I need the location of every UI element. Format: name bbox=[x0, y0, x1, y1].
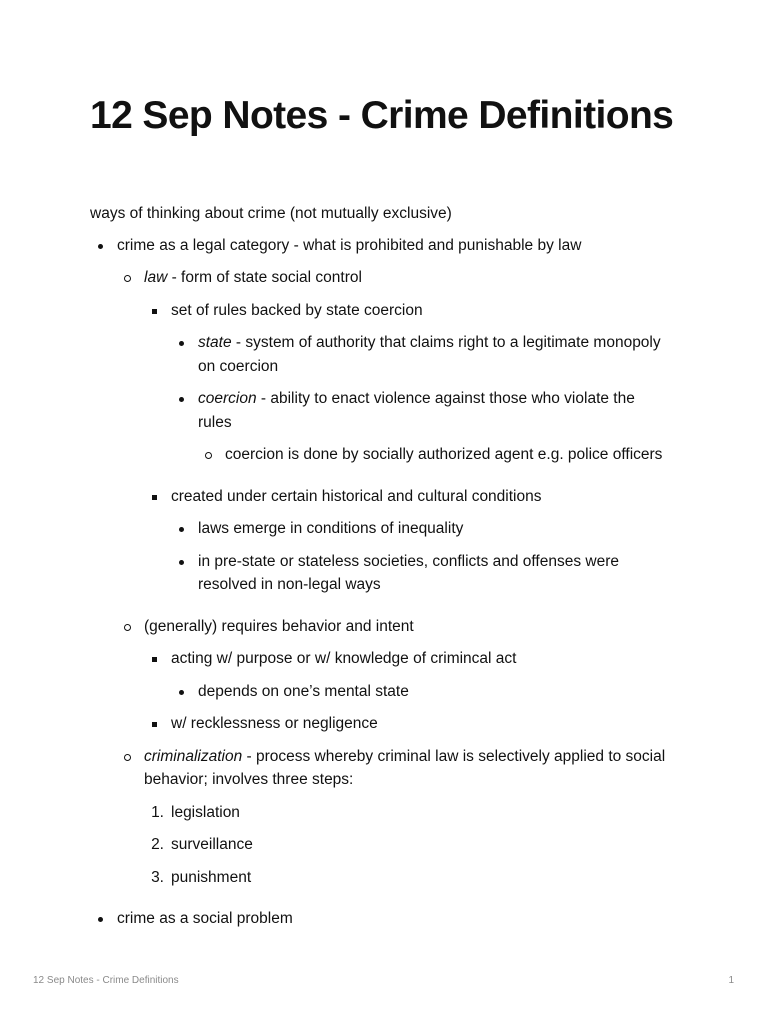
step-text: surveillance bbox=[171, 836, 253, 853]
list-item bbox=[171, 331, 670, 387]
list-item bbox=[171, 517, 670, 550]
nested-list bbox=[144, 299, 670, 606]
bullet-square-icon bbox=[152, 722, 157, 727]
nested-list bbox=[171, 680, 670, 704]
list-item bbox=[144, 712, 670, 736]
nested-list bbox=[117, 266, 670, 898]
bullet-circle-icon bbox=[205, 452, 212, 459]
list-item-text: w/ recklessness or negligence bbox=[171, 715, 378, 732]
bullet-circle-icon bbox=[124, 275, 131, 282]
numbered-step bbox=[144, 833, 670, 866]
list-item bbox=[171, 550, 670, 597]
step-text: punishment bbox=[171, 868, 252, 886]
list-item-text: laws emerge in conditions of inequality bbox=[198, 520, 464, 537]
list-item-text: (generally) requires behavior and intent bbox=[144, 617, 414, 635]
list-item bbox=[90, 234, 670, 908]
footer-page-number: 1 bbox=[728, 975, 734, 986]
page-title: 12 Sep Notes - Crime Definitions bbox=[90, 94, 674, 137]
term-state: state bbox=[198, 334, 232, 351]
bullet-disc-icon bbox=[179, 527, 184, 532]
intro-text: ways of thinking about crime (not mutually exclusive) bbox=[90, 205, 452, 222]
list-item bbox=[144, 647, 670, 712]
list-item bbox=[117, 266, 670, 615]
bullet-square-icon bbox=[152, 495, 157, 500]
step-number: 3. bbox=[151, 868, 164, 886]
term-criminalization: criminalization bbox=[144, 747, 243, 765]
list-item bbox=[90, 907, 670, 940]
list-item-text: set of rules backed by state coercion bbox=[171, 301, 423, 319]
bullet-disc-icon bbox=[179, 690, 184, 695]
list-item-text: in pre-state or stateless societies, conflicts and offenses were resolved in non-legal ways bbox=[198, 552, 620, 593]
list-item-text: acting w/ purpose or w/ knowledge of crimincal act bbox=[171, 650, 517, 667]
bullet-disc-icon bbox=[98, 244, 103, 249]
list-item bbox=[144, 299, 670, 485]
list-item bbox=[117, 615, 670, 745]
bullet-disc-icon bbox=[179, 560, 184, 565]
nested-list bbox=[171, 517, 670, 597]
nested-list bbox=[144, 647, 670, 736]
bullet-disc-icon bbox=[179, 341, 184, 346]
list-item-text: crime as a legal category - what is prohibited and punishable by law bbox=[117, 236, 582, 254]
list-item-text: created under certain historical and cultural conditions bbox=[171, 487, 542, 505]
footer-document-title: 12 Sep Notes - Crime Definitions bbox=[33, 975, 179, 986]
step-number: 2. bbox=[151, 836, 164, 853]
list-item bbox=[198, 443, 670, 467]
list-item-text: crime as a social problem bbox=[117, 910, 293, 927]
list-item-text: - system of authority that claims right to a legitimate monopoly on coercion bbox=[198, 334, 661, 375]
term-coercion: coercion bbox=[198, 390, 257, 407]
list-item bbox=[171, 680, 670, 704]
notes-content bbox=[90, 202, 670, 940]
step-text: legislation bbox=[171, 803, 240, 821]
list-item-text: - form of state social control bbox=[167, 269, 362, 286]
list-item bbox=[171, 387, 670, 476]
list-item bbox=[144, 485, 670, 606]
bullet-circle-icon bbox=[124, 624, 131, 631]
numbered-step bbox=[144, 866, 670, 890]
list-item-text: - ability to enact violence against those who violate the rules bbox=[198, 390, 635, 431]
list-item bbox=[117, 745, 670, 899]
nested-list bbox=[171, 331, 670, 476]
bullet-square-icon bbox=[152, 657, 157, 662]
numbered-steps-list bbox=[144, 801, 670, 890]
term-law: law bbox=[144, 269, 168, 286]
bullet-disc-icon bbox=[98, 917, 103, 922]
list-item-text: depends on one’s mental state bbox=[198, 682, 409, 700]
bullet-square-icon bbox=[152, 309, 157, 314]
numbered-step bbox=[144, 801, 670, 834]
nested-list bbox=[198, 443, 670, 467]
bullet-disc-icon bbox=[179, 397, 184, 402]
list-item-text: - process whereby criminal law is selectively applied to social behavior; involves three steps: bbox=[144, 747, 666, 788]
list-item-text: coercion is done by socially authorized agent e.g. police officers bbox=[225, 446, 663, 463]
top-level-list bbox=[90, 234, 670, 940]
bullet-circle-icon bbox=[124, 754, 131, 761]
step-number: 1. bbox=[151, 803, 164, 821]
